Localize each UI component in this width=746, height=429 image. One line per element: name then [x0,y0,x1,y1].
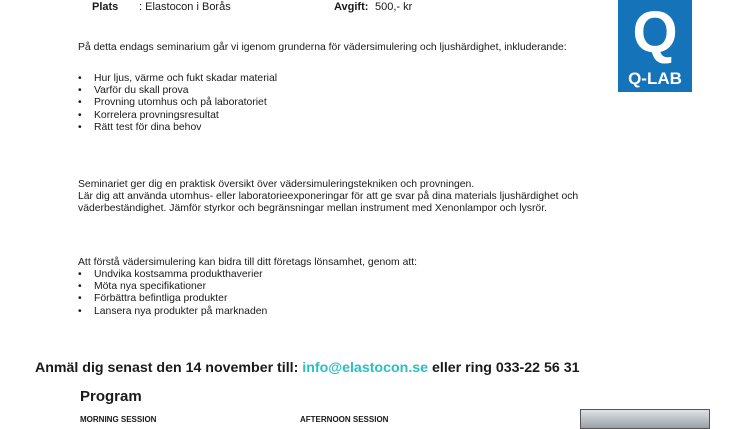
morning-session-heading: MORNING SESSION [80,415,157,424]
list-item: • Lansera nya produkter på marknaden [78,306,267,318]
intro-text: På detta endags seminarium går vi igenom grunderna för vädersimulering och ljushärdighet, inkluderande: [78,42,567,53]
list-item: • Möta nya specifikationer [78,281,267,293]
overview-line: Seminariet ger dig en praktisk översikt över vädersimuleringstekniken och provningen. [78,179,475,190]
list-item: • Undvika kostsamma produkthaverier [78,269,267,281]
registration-prefix: Anmäl dig senast den 14 november till: [35,360,303,376]
fee-value: 500,- kr [375,1,413,13]
logo-text: Q-LAB [628,69,682,88]
list-item: • Korrelera provningsresultat [78,110,277,122]
list-item: • Hur ljus, värme och fukt skadar material [78,73,277,85]
list-item: • Förbättra befintliga produkter [78,293,267,305]
place-label: Plats [92,1,119,13]
topics-list [78,73,277,134]
list-item: • Provning utomhus och på laboratoriet [78,97,277,109]
list-item: • Rätt test för dina behov [78,122,277,134]
registration-suffix: eller ring 033-22 56 31 [428,360,580,376]
overview-line: Lär dig att använda utomhus- eller laboratorieexponeringar för att ge svar på dina materials ljushärdighet och väderbeständighet. Jämför styrkor och begränsningar mellan instrument med Xenonlampor och lysrör. [78,191,579,215]
fee-label: Avgift: [334,1,369,13]
overview-text [78,179,618,216]
registration-line [35,360,580,376]
qlab-logo [618,0,692,92]
afternoon-session-heading: AFTERNOON SESSION [300,415,389,424]
list-item: • Varför du skall prova [78,85,277,97]
email-link[interactable]: info@elastocon.se [302,360,429,376]
logo-letter: Q [632,0,678,65]
landscape-photo [580,409,710,429]
place-value: : Elastocon i Borås [139,1,231,13]
understand-intro: Att förstå vädersimulering kan bidra till ditt företags lönsamhet, genom att: [78,257,418,268]
benefits-list [78,269,267,318]
program-title: Program [80,388,142,405]
